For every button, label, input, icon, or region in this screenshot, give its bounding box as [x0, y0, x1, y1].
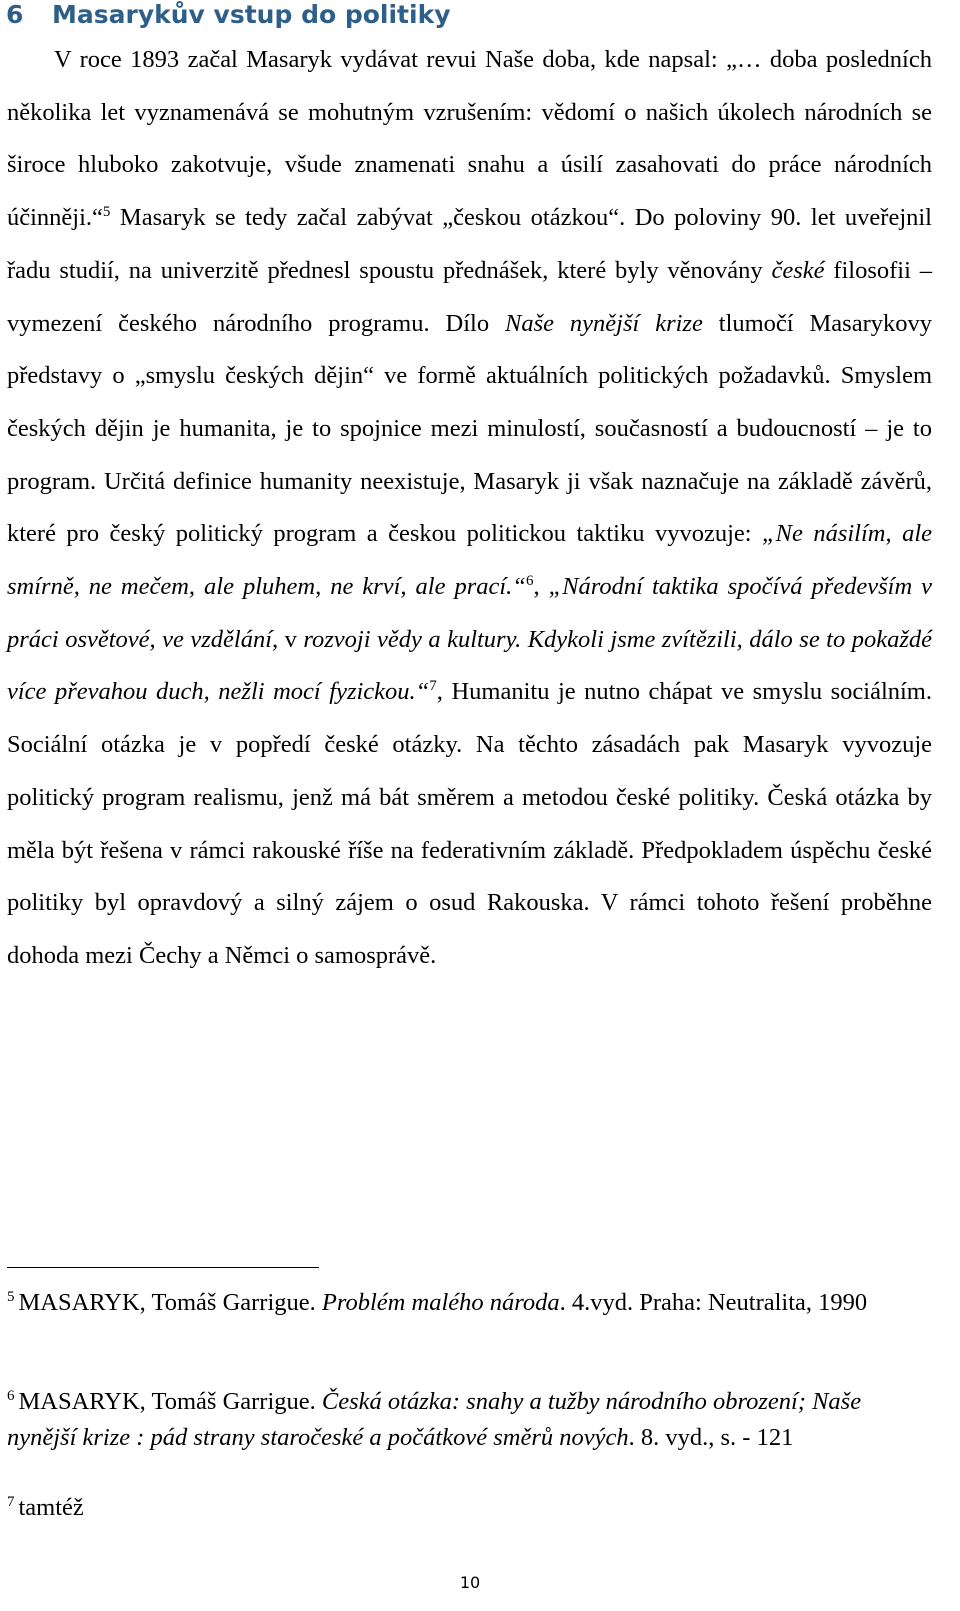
text-run: filosofii – vymezení českého národního programu. Dílo	[7, 256, 932, 337]
footnote-ref-5: 5	[102, 203, 111, 220]
chapter-heading	[6, 0, 451, 32]
text-run: v	[278, 625, 304, 653]
footnote-mark: 6	[7, 1387, 15, 1404]
page-number: 10	[459, 1573, 481, 1592]
footnote-7	[7, 1490, 932, 1525]
italic-quote: „Národní taktika spočívá především v práci osvětové, ve vzdělání,	[7, 573, 933, 653]
chapter-title: Masarykův vstup do politiky	[52, 0, 451, 29]
text-run: Masaryk se tedy začal zabývat „českou otázkou“. Do poloviny 90. let uveřejnil řadu studií, na univerzitě přednesl spoustu přednášek, které byly věnovány	[7, 204, 932, 284]
body-paragraph	[7, 34, 932, 983]
text-run: V roce 1893 začal Masaryk vydávat revui Naše doba, kde napsal: „… doba posledních několika let vyznamenává se mohutným vzrušením: vědomí o našich úkolech národních se široce hluboko zakotvuje, všude znamenati snahu a úsilí zasahovati do práce národních účinněji.“	[7, 46, 932, 232]
footnote-italic-title: Problém malého národa	[321, 1289, 560, 1316]
italic-quote: rozvoji vědy a kultury. Kdykoli jsme zvítězili, dálo se to pokaždé více převahou duch, nežli mocí fyzickou.“	[7, 625, 932, 706]
text-run: tlumočí Masarykovy představy o „smyslu českých dějin“ ve formě aktuálních politických požadavků. Smyslem českých dějin je humanita, je to spojnice mezi minulostí, současností a budoucností – je to program. Určitá definice humanity neexistuje, Masaryk ji však naznačuje na základě závěrů, které pro český politický program a českou politickou taktiku vyvozuje:	[7, 309, 932, 548]
footnote-text: . 8. vyd., s. - 121	[628, 1423, 794, 1451]
footnote-mark: 7	[7, 1493, 15, 1510]
chapter-number: 6	[6, 0, 24, 29]
footnote-6	[7, 1384, 932, 1455]
footnote-ref-6: 6	[525, 572, 534, 589]
footnote-ref-7: 7	[429, 678, 437, 695]
footnote-text: MASARYK, Tomáš Garrigue.	[18, 1388, 322, 1415]
footnote-separator	[7, 1267, 319, 1268]
footnote-text: MASARYK, Tomáš Garrigue.	[18, 1289, 322, 1316]
text-run: ,	[533, 573, 549, 601]
footnote-text: . 4.vyd. Praha: Neutralita, 1990	[559, 1289, 868, 1316]
footnote-text: tamtéž	[18, 1494, 84, 1521]
italic-text: české	[771, 256, 825, 284]
footnote-5	[7, 1277, 932, 1329]
text-run: , Humanitu je nutno chápat ve smyslu sociálním. Sociální otázka je v popředí české otázky. Na těchto zásadách pak Masaryk vyvozuje politický program realismu, jenž má bát směrem a metodou české politiky. Česká otázka by měla být řešena v rámci rakouské říše na federativním základě. Předpokladem úspěchu české politiky byl opravdový a silný zájem o osud Rakouska. V rámci tohoto řešení proběhne dohoda mezi Čechy a Němci o samosprávě.	[7, 678, 932, 969]
footnote-mark: 5	[7, 1288, 15, 1305]
italic-quote: „Ne násilím, ale smírně, ne mečem, ale pluhem, ne krví, ale prací.“	[7, 520, 932, 601]
italic-title: Naše nynější krize	[504, 309, 703, 337]
footnote-italic-title: Česká otázka: snahy a tužby národního obrození; Naše nynější krize : pád strany staročeské a počátkové směrů nových	[7, 1388, 862, 1451]
